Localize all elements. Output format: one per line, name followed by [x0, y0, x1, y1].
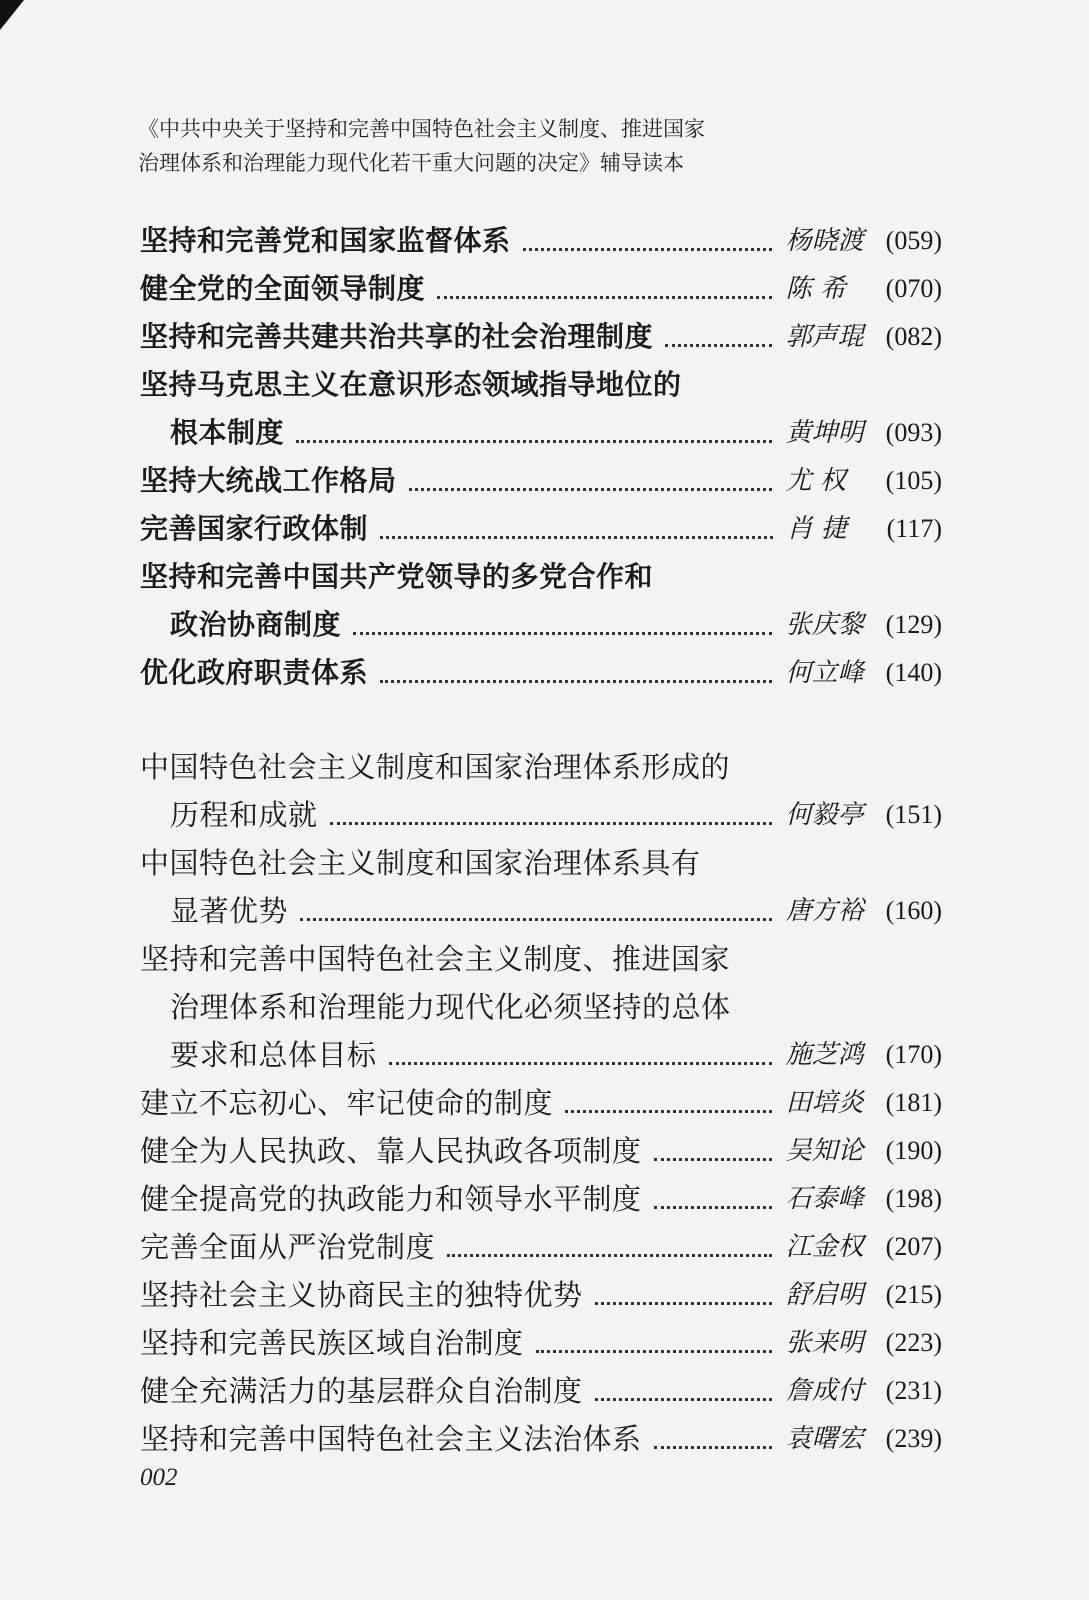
toc-entry-page: (190)	[885, 1136, 942, 1165]
toc-entry-author: 肖 捷	[786, 514, 847, 544]
toc-entry-page: (151)	[885, 800, 942, 829]
toc-entry-title: 要求和总体目标	[170, 1038, 377, 1072]
dot-leader	[380, 680, 772, 683]
toc-entry-author: 张来明	[785, 1328, 864, 1358]
toc-entry[interactable]	[140, 501, 942, 549]
page-number: 002	[140, 1464, 178, 1491]
toc-entry-page: (093)	[885, 418, 942, 447]
toc-section-2	[140, 739, 942, 1459]
toc-entry-title: 坚持和完善中国共产党领导的多党合作和	[140, 560, 654, 593]
toc-entry[interactable]	[140, 1075, 942, 1123]
dot-leader	[565, 1110, 772, 1113]
toc-entry-author: 舒启明	[785, 1280, 864, 1310]
toc-entry-line	[140, 1027, 942, 1075]
dot-leader	[353, 632, 772, 635]
toc-entry-author: 尤 权	[785, 466, 846, 496]
toc-entry-author: 江金权	[785, 1232, 864, 1262]
dot-leader	[380, 536, 773, 539]
toc-entry-title: 坚持和完善中国特色社会主义法治体系	[140, 1422, 642, 1456]
toc-entry-title: 优化政府职责体系	[140, 656, 369, 689]
toc-entry-line	[140, 453, 942, 501]
toc-entry[interactable]	[140, 739, 942, 835]
toc-entry-title: 健全充满活力的基层群众自治制度	[140, 1374, 583, 1408]
toc-entry[interactable]	[140, 309, 942, 357]
toc-entry-line	[140, 261, 942, 309]
toc-entry-author: 田培炎	[785, 1088, 864, 1118]
toc-entry-title: 根本制度	[170, 416, 285, 449]
toc-entry-author: 袁曙宏	[785, 1424, 864, 1454]
toc-entry-author: 黄坤明	[785, 418, 864, 448]
toc-entry-title: 健全党的全面领导制度	[140, 272, 426, 305]
toc-entry[interactable]	[140, 357, 942, 453]
toc-entry-line	[140, 1267, 942, 1315]
toc-entry-title: 坚持和完善党和国家监督体系	[140, 224, 511, 257]
toc-entry-author: 张庆黎	[785, 610, 864, 640]
toc-entry-title: 历程和成就	[170, 798, 318, 832]
toc-entry-title: 政治协商制度	[170, 608, 342, 641]
scan-corner-mark	[0, 0, 24, 30]
toc-entry-page: (181)	[885, 1088, 942, 1117]
toc-entry-title: 建立不忘初心、牢记使命的制度	[140, 1086, 554, 1120]
toc-entry-line	[140, 597, 942, 645]
dot-leader	[536, 1350, 772, 1353]
toc-entry-author: 郭声琨	[785, 322, 864, 352]
toc-entry-line	[140, 549, 942, 597]
toc-entry[interactable]	[140, 1171, 942, 1219]
toc-entry-line	[140, 309, 942, 357]
toc-entry[interactable]	[140, 213, 942, 261]
toc-entry-line	[140, 357, 942, 405]
toc-entry-title: 完善国家行政体制	[140, 512, 369, 545]
toc-entry-line	[140, 1219, 942, 1267]
toc-entry-page: (105)	[885, 466, 942, 495]
toc-entry-title: 坚持社会主义协商民主的独特优势	[140, 1278, 583, 1312]
dot-leader	[389, 1062, 772, 1065]
toc-entry-line	[140, 787, 942, 835]
toc-entry-page: (140)	[885, 658, 942, 687]
dot-leader	[654, 1158, 772, 1161]
running-head-line-2: 治理体系和治理能力现代化若干重大问题的决定》辅导读本	[138, 151, 684, 175]
toc-entry-page: (223)	[885, 1328, 942, 1357]
dot-leader	[665, 344, 772, 347]
toc-entry-line	[140, 645, 942, 693]
toc-entry-author: 何毅亭	[785, 800, 864, 830]
toc-entry-line	[140, 739, 942, 787]
toc-entry-page: (170)	[885, 1040, 942, 1069]
toc-entry-author: 石泰峰	[785, 1184, 864, 1214]
toc-entry-line	[140, 1171, 942, 1219]
toc-entry-line	[140, 213, 942, 261]
toc-entry-author: 何立峰	[785, 658, 864, 688]
toc-entry-title: 治理体系和治理能力现代化必须坚持的总体	[170, 990, 731, 1024]
toc-entry-line	[140, 405, 942, 453]
toc-entry-page: (239)	[885, 1424, 942, 1453]
toc-entry-page: (082)	[885, 322, 942, 351]
toc-entry-title: 显著优势	[170, 894, 289, 928]
dot-leader	[523, 248, 772, 251]
toc-entry-line	[140, 501, 942, 549]
toc-entry-title: 中国特色社会主义制度和国家治理体系具有	[140, 846, 701, 880]
dot-leader	[296, 440, 772, 443]
toc-entry[interactable]	[140, 835, 942, 931]
toc-entry-line	[140, 1411, 942, 1459]
dot-leader	[654, 1206, 772, 1209]
dot-leader	[330, 822, 772, 825]
toc-entry[interactable]	[140, 549, 942, 645]
dot-leader	[595, 1398, 772, 1401]
dot-leader	[447, 1254, 772, 1257]
toc-entry[interactable]	[140, 931, 942, 1075]
toc-entry-author: 吴知论	[785, 1136, 864, 1166]
toc-entry-author: 詹成付	[785, 1376, 864, 1406]
toc-entry[interactable]	[140, 261, 942, 309]
dot-leader	[409, 488, 772, 491]
toc-entry-line	[140, 1075, 942, 1123]
toc-entry-line	[140, 931, 942, 979]
toc-entry[interactable]	[140, 1363, 942, 1411]
toc-entry-page: (198)	[885, 1184, 942, 1213]
toc-entry-page: (059)	[885, 226, 942, 255]
toc-entry-title: 坚持和完善共建共治共享的社会治理制度	[140, 320, 654, 353]
toc-entry-page: (117)	[886, 514, 942, 543]
toc-entry-title: 坚持大统战工作格局	[140, 464, 397, 497]
toc-entry-page: (207)	[885, 1232, 942, 1261]
toc-entry[interactable]	[140, 1123, 942, 1171]
dot-leader	[654, 1446, 772, 1449]
toc-entry[interactable]	[140, 645, 942, 693]
toc-entry-page: (070)	[885, 274, 942, 303]
toc-entry-title: 健全为人民执政、靠人民执政各项制度	[140, 1134, 642, 1168]
dot-leader	[300, 918, 772, 921]
toc-entry-line	[140, 979, 942, 1027]
toc-entry-title: 坚持和完善中国特色社会主义制度、推进国家	[140, 942, 731, 976]
toc-entry[interactable]	[140, 1315, 942, 1363]
toc-entry-line	[140, 1315, 942, 1363]
toc-entry-author: 唐方裕	[785, 896, 864, 926]
toc-entry[interactable]	[140, 1219, 942, 1267]
section-gap	[140, 693, 942, 739]
toc-entry-line	[140, 1123, 942, 1171]
toc-entry[interactable]	[140, 453, 942, 501]
toc-entry-line	[140, 883, 942, 931]
toc-entry-author: 陈 希	[785, 274, 846, 304]
toc-entry-page: (215)	[885, 1280, 942, 1309]
toc-entry-title: 健全提高党的执政能力和领导水平制度	[140, 1182, 642, 1216]
toc-entry-title: 坚持马克思主义在意识形态领域指导地位的	[140, 368, 682, 401]
toc-entry[interactable]	[140, 1267, 942, 1315]
toc-section-1	[140, 213, 942, 693]
toc-entry-title: 坚持和完善民族区域自治制度	[140, 1326, 524, 1360]
toc-entry-page: (231)	[885, 1376, 942, 1405]
toc-entry-page: (129)	[885, 610, 942, 639]
toc-entry-line	[140, 1363, 942, 1411]
table-of-contents	[140, 213, 942, 1459]
dot-leader	[595, 1302, 772, 1305]
running-head	[138, 112, 778, 180]
toc-entry-title: 中国特色社会主义制度和国家治理体系形成的	[140, 750, 731, 784]
toc-entry-author: 施芝鸿	[785, 1040, 864, 1070]
dot-leader	[437, 296, 772, 299]
toc-entry-page: (160)	[885, 896, 942, 925]
running-head-line-1: 《中共中央关于坚持和完善中国特色社会主义制度、推进国家	[138, 117, 705, 141]
toc-entry-author: 杨晓渡	[785, 226, 864, 256]
toc-entry-title: 完善全面从严治党制度	[140, 1230, 436, 1264]
toc-entry[interactable]	[140, 1411, 942, 1459]
toc-entry-line	[140, 835, 942, 883]
